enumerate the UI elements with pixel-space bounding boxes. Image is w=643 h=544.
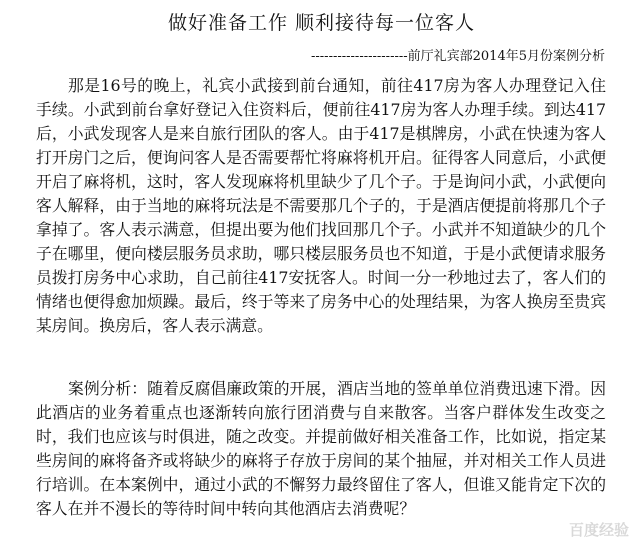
case-paragraph: 那是16号的晚上，礼宾小武接到前台通知，前往417房为客人办理登记入住手续。小武到前台拿好登记入住资料后，便前往417房为客人办理手续。到达417后，小武发现客人是来自旅行团队的客人。由于417是棋牌房，小武在快速为客人打开房门之后，便询问客人是否需要帮忙将麻将机开启。征得客人同意后，小武便开启了麻将机，这时，客人发现麻将机里缺少了几个子。于是询问小武，小武便向客人解释，由于当地的麻将玩法是不需要那几个子的，于是酒店便提前将那几个子拿掉了。客人表示满意，但提出要为他们找回那几个子。小武并不知道缺少的几个子在哪里，便向楼层服务员求助，哪只楼层服务员也不知道，于是小武便请求服务员拨打房务中心求助，自己前往417安抚客人。时间一分一秒地过去了，客人们的情绪也便得愈加烦躁。最后，终于等来了房务中心的处理结果，为客人换房至贵宾某房间。换房后，客人表示满意。 [36,76,606,335]
analysis-paragraph: 案例分析：随着反腐倡廉政策的开展，酒店当地的签单单位消费迅速下滑。因此酒店的业务着重点也逐渐转向旅行团消费与自来散客。当客户群体发生改变之时，我们也应该与时俱进，随之改变。并提前做好相关准备工作，比如说，指定某些房间的麻将备齐或将缺少的麻将子存放于房间的某个抽屉，并对相关工作人员进行培训。在本案例中，通过小武的不懈努力最终留住了客人，但谁又能肯定下次的客人在并不漫长的等待时间中转向其他酒店去消费呢？ [36,379,606,518]
document-subtitle: ----------------------前厅礼宾部2014年5月份案例分析 [311,49,605,64]
document-title: 做好准备工作 顺利接待每一位客人 [167,12,476,34]
watermark-logo: 百度经验 [568,521,629,539]
